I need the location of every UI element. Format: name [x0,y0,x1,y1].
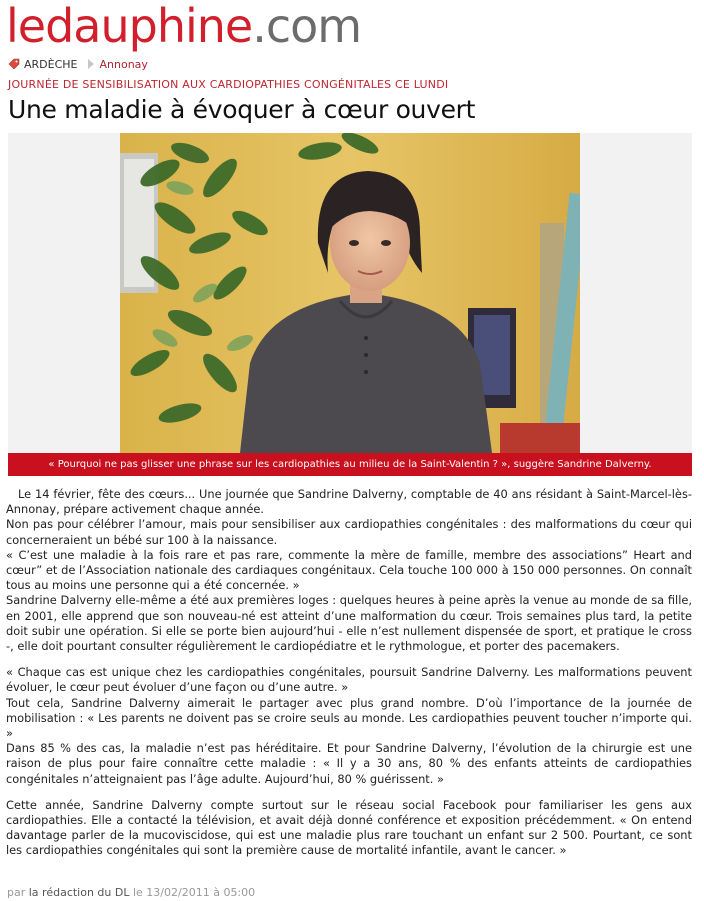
photo-illustration [120,133,580,453]
article-byline [7,886,255,899]
site-logo[interactable] [6,0,361,52]
article-kicker: JOURNÉE DE SENSIBILISATION AUX CARDIOPATHIES CONGÉNITALES CE LUNDI [8,78,449,91]
chevron-right-icon [88,59,94,69]
article-paragraph: « C’est une maladie à la fois rare et pas rare, commente la mère de famille, membre des associations” Heart and cœur” et de l’Association nationale des cardiaques congénitaux. Cela touche 100 000 à 150 000 personnes. On connaît tous au moins une personne qui a été concernée. » [6,547,692,593]
article-paragraph: Cette année, Sandrine Dalverny compte surtout sur le réseau social Facebook pour familiariser les gens aux cardiopathies. Elle a contacté la télévision, et avait déjà donné conférence et exposition précédemment. « On entend davantage parler de la mucoviscidose, qui est une maladie plus rare touchant un enfant sur 2 500. Pourtant, ce sont les cardiopathies congénitales qui sont la première cause de mortalité infantile, avant le cancer. » [6,797,692,858]
article-paragraph: « Chaque cas est unique chez les cardiopathies congénitales, poursuit Sandrine Dalverny. Les malformations peuvent évoluer, le cœur peut évoluer d’une façon ou d’une autre. » [6,665,692,695]
article-title: Une maladie à évoquer à cœur ouvert [8,95,476,124]
article-photo [120,133,580,453]
article-paragraph: Tout cela, Sandrine Dalverny aimerait le partager avec plus grand nombre. D’où l’importance de la journée de mobilisation : « Les parents ne doivent pas se croire seuls au monde. Les cardiopathies peuvent toucher n’importe qui. » [6,695,692,741]
article-paragraph: Dans 85 % des cas, la maladie n’est pas héréditaire. Et pour Sandrine Dalverny, l’évolution de la chirurgie est une raison de plus pour faire connaître cette maladie : « Il y a 30 ans, 80 % des enfants atteints de cardiopathies congénitales n’atteignaient pas l’âge adulte. Aujourd’hui, 80 % guérissent. » [6,741,692,786]
byline-author[interactable]: la rédaction du DL [28,886,130,899]
breadcrumb-city[interactable]: Annonay [99,57,148,71]
photo-caption: « Pourquoi ne pas glisser une phrase sur les cardiopathies au milieu de la Saint-Valentin ? », suggère Sandrine Dalverny. [8,453,692,476]
article-photo-frame [8,133,692,453]
article-body [6,487,692,859]
breadcrumb-region[interactable]: ARDÈCHE [24,57,78,71]
breadcrumb [8,56,148,72]
logo-brand: ledauphine [6,0,253,53]
byline-date: le 13/02/2011 à 05:00 [132,886,256,899]
logo-tld: .com [252,0,362,53]
article-paragraph: Sandrine Dalverny elle-même a été aux premières loges : quelques heures à peine après la venue au monde de sa fille, en 2001, elle apprend que son nouveau-né est atteint d’une malformation du cœur. Trois semaines plus tard, la petite doit subir une opération. Si elle se porte bien aujourd’hui - elle n’est nullement dispensée de sport, et pratique le cross -, elle doit pourtant consulter régulièrement le cardiopédiatre et le rythmologue, et porter des pacemakers. [6,593,692,654]
article-paragraph: Non pas pour célébrer l’amour, mais pour sensibiliser aux cardiopathies congénitales : des malformations du cœur qui concerneraient un bébé sur 100 à la naissance. [6,517,692,547]
byline-prefix: par [7,886,26,899]
tag-icon [8,58,20,70]
article-paragraph: Le 14 février, fête des cœurs... Une journée que Sandrine Dalverny, comptable de 40 ans résidant à Saint-Marcel-lès-Annonay, prépare activement chaque année. [6,487,692,517]
